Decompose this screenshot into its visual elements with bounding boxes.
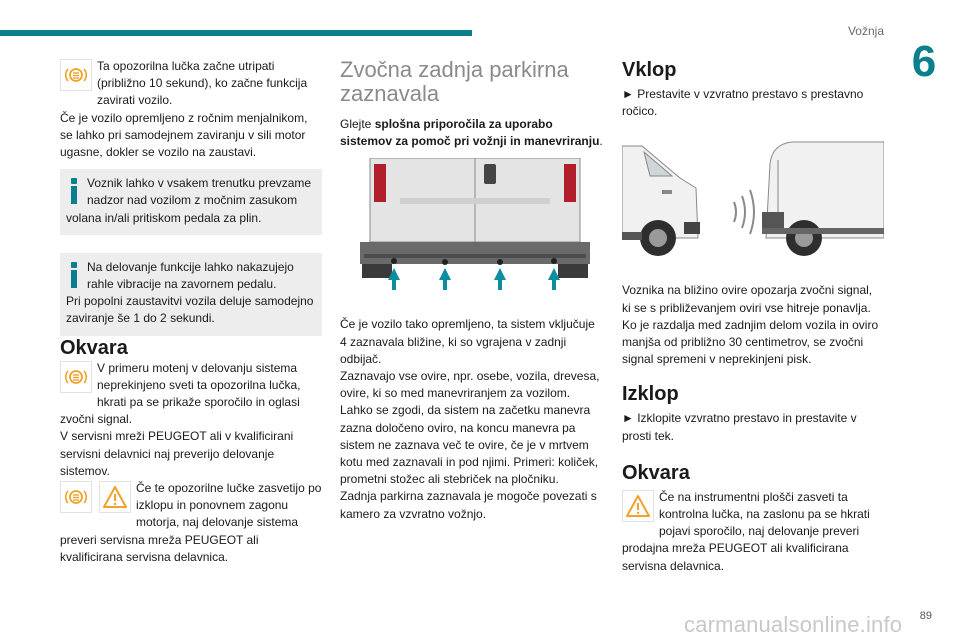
column-right xyxy=(622,58,884,575)
watermark: carmanualsonline.info xyxy=(684,612,903,637)
paragraph: V servisni mreži PEUGEOT ali v kvalificirani servisni delavnici naj preverijo delovanje sistemov. xyxy=(60,429,294,478)
paragraph: Zaznavajo vse ovire, npr. osebe, vozila, drevesa, ovire, ki so med manevriranjem za vozilom. xyxy=(340,369,600,401)
info-icon xyxy=(66,177,82,203)
intro-bold: splošna priporočila za uporabo sistemov za pomoč pri vožnji in manevriranju xyxy=(340,117,600,149)
paragraph: Če te opozorilne lučke zasvetijo po izklopu in ponovnem zagonu motorja, naj delovanje sistema preveri servisna mreža PEUGEOT ali kvalificirana servisna delavnica. xyxy=(60,481,322,564)
brake-warning-icon xyxy=(60,481,92,513)
paragraph: Lahko se zgodi, da sistem na začetku manevra zazna določeno oviro, na koncu manevra pa sistem ne zaznava več te ovire, če je v mrtvem kotu med zaznavali in pod njimi. Primeri: količek, prometni stožec ali stebriček na pločniku. xyxy=(340,403,599,487)
page-number: 89 xyxy=(919,610,932,622)
info-text: Na delovanje funkcije lahko nakazujejo rahle vibracije na zavornem pedalu. xyxy=(87,259,294,292)
paragraph: Če na instrumentni plošči zasveti ta kontrolna lučka, na zaslonu pa se hkrati pojavi sporočilo, naj delovanje preveri prodajna mreža PEUGEOT ali kvalificirana servisna delavnica. xyxy=(622,489,870,573)
section-heading: Okvara xyxy=(622,461,690,484)
info-icon xyxy=(66,261,82,287)
brake-warning-icon xyxy=(60,361,92,393)
top-accent-bar xyxy=(0,30,472,36)
info-text: Voznik lahko v vsakem trenutku prevzame nadzor nad vozilom z močnim zasukom volana in/ali pritiskom pedala za plin. xyxy=(66,176,312,225)
warning-triangle-icon xyxy=(622,490,654,522)
section-heading: Vklop xyxy=(622,59,677,81)
paragraph: ► Prestavite v vzvratno prestavo s prestavno ročico. xyxy=(622,87,864,119)
info-box xyxy=(60,253,322,336)
paragraph: ► Izklopite vzvratno prestavo in prestavite v prosti tek. xyxy=(622,411,857,443)
column-middle xyxy=(340,58,604,523)
van-reversing-illustration xyxy=(622,140,884,264)
section-heading: Izklop xyxy=(622,383,679,406)
paragraph: Če je vozilo tako opremljeno, ta sistem vključuje 4 zaznavala bližine, ki so vgrajena v zadnji odbijač. xyxy=(340,317,595,366)
rear-bumper-sensors-illustration xyxy=(360,158,590,294)
paragraph: Če je vozilo opremljeno z ročnim menjalnikom, se lahko pri samodejnem zaviranju v sili motor ugasne, dokler se vozilo na zaustavi. xyxy=(60,110,308,160)
section-title: Vožnja xyxy=(847,24,884,38)
paragraph: Ta opozorilna lučka začne utripati (približno 10 sekund), ko začne funkcija zavirati vozilo. xyxy=(97,59,308,108)
info-box xyxy=(60,169,322,235)
paragraph: Zadnja parkirna zaznavala je mogoče povezati s kamero za vzvratno vožnjo. xyxy=(340,489,597,521)
paragraph: V primeru motenj v delovanju sistema neprekinjeno sveti ta opozorilna lučka, hkrati pa se prikaže sporočilo in oglasi zvočni signal. xyxy=(60,360,301,427)
paragraph: Voznika na bližino ovire opozarja zvočni signal, ki se s približevanjem oviri vse hitreje ponavlja. Ko je razdalja med zadnjim delom vozila in oviro manjša od približno 30 centimetrov, se zvočni signal spremeni v neprekinjeni pisk. xyxy=(622,283,879,367)
brake-warning-icon xyxy=(60,59,92,91)
column-left xyxy=(60,58,322,566)
chapter-number: 6 xyxy=(911,37,937,86)
info-text: Pri popolni zaustavitvi vozila deluje samodejno zaviranje še 1 do 2 sekundi. xyxy=(66,294,314,326)
intro-paragraph: Glejte splošna priporočila za uporabo sistemov za pomoč pri vožnji in manevriranju. xyxy=(340,117,603,149)
warning-triangle-icon xyxy=(99,481,131,513)
page-title: Zvočna zadnja parkirna zaznavala xyxy=(340,57,569,106)
section-heading: Okvara xyxy=(60,336,128,359)
